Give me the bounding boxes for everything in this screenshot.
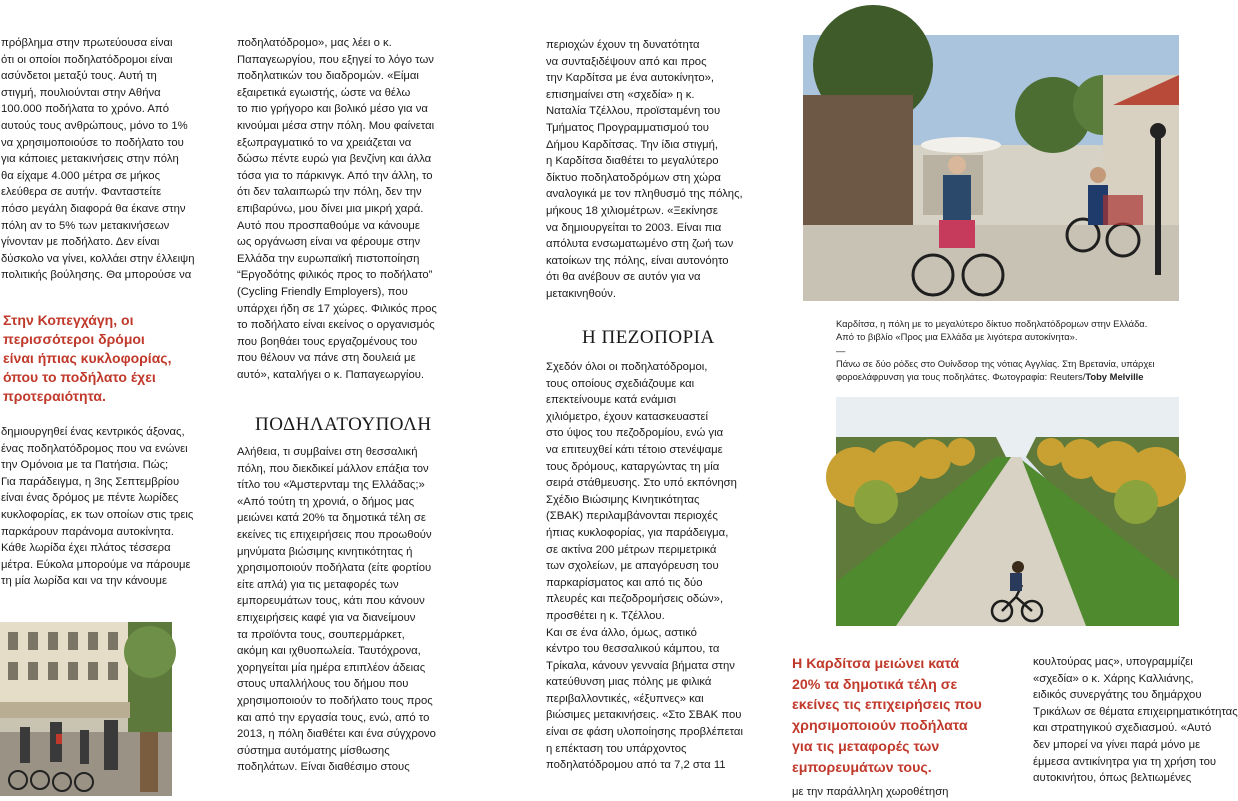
text-line: εμπορευμάτων τους.: [792, 759, 932, 776]
text-line: Για παράδειγμα, η 3ης Σεπτεμβρίου: [1, 475, 180, 488]
text-line: η Καρδίτσα διαθέτει το μεγαλύτερο: [546, 155, 719, 168]
text-line: τόσα για το πάρκινγκ. Από την άλλη, το: [237, 169, 433, 182]
column-3-top: [546, 37, 776, 303]
text-line: Τρίκαλα, κάνουν γενναία βήματα στην: [546, 659, 735, 672]
karditsa-street-photo: [803, 35, 1179, 301]
text-line: την Καρδίτσα με ένα αυτοκίνητο»,: [546, 72, 715, 85]
text-line: χιλιόμετρο, έχουν κατασκευαστεί: [546, 410, 709, 423]
text-line: ποδηλατόδρομο», μας λέει ο κ.: [237, 37, 392, 49]
text-line: να συνταξιδέψουν από και προς: [546, 55, 707, 68]
text-line: τους δρόμους, καταργώντας τη μία: [546, 460, 720, 473]
windsor-avenue-photo: [836, 397, 1179, 626]
photo-credit: Toby Melville: [1085, 371, 1144, 383]
text-line: (ΣΒΑΚ) περιλαμβάνονται περιοχές: [546, 510, 718, 523]
text-line: εμπορευμάτων τους, κάτι που κάνουν: [237, 595, 425, 608]
text-line: επεκτείνουμε κατά ενάμισι: [546, 394, 677, 407]
text-line: το ποδήλατο είναι εκείνος ο οργανισμός: [237, 319, 435, 332]
text-line: στο ύψος του πεζοδρομίου, ενώ για: [546, 427, 724, 440]
text-line: προτεραιότητα.: [3, 388, 106, 404]
pull-quote-karditsa: [792, 654, 982, 778]
text-line: για κάποιες μετακινήσεις στην πόλη: [1, 153, 179, 166]
photo-caption-karditsa: [836, 317, 1147, 357]
text-line: χρησιμοποιούν ποδήλατα (είτε φορτίου: [237, 562, 432, 575]
karditsa-street-illustration: [803, 35, 1179, 301]
text-line: ακόμη και ιχθυοπωλεία. Ταυτόχρονα,: [237, 645, 421, 658]
text-line: κέντρο του θεσσαλικού κάμπου, τα: [546, 643, 720, 656]
text-line: στους υπαλλήλους του δήμου που: [237, 678, 409, 691]
text-line: των σχολείων, με απαγόρευση του: [546, 560, 719, 573]
text-line: μέτρα. Εύκολα μπορούμε να πάρουμε: [1, 558, 191, 571]
text-line: ήπιας κυκλοφορίας, για παράδειγμα,: [546, 526, 729, 539]
text-line: σε ακτίνα 200 μέτρων περιμετρικά: [546, 543, 717, 556]
text-line: ως οργάνωση είναι να φέρουμε στην: [237, 236, 421, 249]
text-line: «σχεδία» ο κ. Χάρης Καλλιάνης,: [1033, 672, 1194, 685]
text-line: επιχειρήσεις καφέ για να διανείμουν: [237, 611, 416, 624]
text-line: (Cycling Friendly Employers), που: [237, 285, 408, 298]
caption-line-2: [836, 370, 1155, 383]
text-line: Παπαγεωργίου, που εξηγεί το λόγο των: [237, 53, 434, 66]
text-line: Δήμου Καρδίτσας. Την ίδια στιγμή,: [546, 138, 719, 151]
text-line: εκείνες τις επιχειρήσεις που: [792, 697, 982, 714]
text-line: 2013, η πόλη διαθέτει και ένα σύγχρονο: [237, 728, 436, 741]
text-line: επισημαίνει στη «σχεδία» η κ.: [546, 88, 695, 101]
text-line: Κάθε λωρίδα έχει πλάτος τέσσερα: [1, 542, 171, 555]
text-line: έμμεσα αντικίνητρα για τη χρήση του: [1033, 755, 1217, 768]
text-line: ασύνδετοι μεταξύ τους. Αυτή τη: [1, 70, 157, 83]
text-line: κυκλοφορίας, εκ των οποίων στις τρεις: [1, 508, 194, 521]
pull-quote-copenhagen: [3, 311, 171, 406]
text-line: που θέλουν να πάνε στη δουλειά με: [237, 352, 416, 365]
text-line: Ναταλία Τζέλλου, προϊσταμένη του: [546, 105, 721, 118]
text-line: Αλήθεια, τι συμβαίνει στη θεσσαλική: [237, 446, 418, 458]
text-line: ότι οι οποίοι ποδηλατόδρομοι είναι: [1, 53, 173, 66]
text-line: μετακινηθούν.: [546, 287, 616, 300]
text-line: αυτούς τους ανθρώπους, μόνο το 1%: [1, 119, 188, 132]
text-line: προσθέτει η κ. Τζέλλου.: [546, 609, 665, 622]
text-line: χρησιμοποιούν ποδήλατα: [792, 718, 968, 735]
text-line: αυτό», καταλήγει ο κ. Παπαγεωργίου.: [237, 368, 425, 381]
text-line: είναι ένας δρόμος με πέντε λωρίδες: [1, 492, 179, 505]
text-line: σειρά στάθμευσης. Στο υπό εκπόνηση: [546, 477, 737, 490]
column-1-top: [1, 35, 229, 284]
text-line: ποδηλάτων. Είναι διαθέσιμο στους: [237, 761, 410, 774]
text-line: δίκτυο ποδηλατοδρόμων στη χώρα: [546, 171, 721, 184]
column-2-bottom: [237, 444, 467, 776]
column-4-partial-line: [792, 784, 948, 801]
text-line: πόσο μεγάλη διαφορά θα έκανε στην: [1, 202, 186, 215]
text-line: τη μία λωρίδα και να την κάνουμε: [1, 575, 168, 588]
section-heading-walking: Η ΠΕΖΟΠΟΡΙΑ: [582, 327, 715, 348]
text-line: όπου το ποδήλατο έχει: [3, 369, 156, 385]
text-line: ότι θα ανέβουν σε αυτόν για να: [546, 271, 701, 284]
text-line: Στην Κοπεγχάγη, οι: [3, 312, 134, 328]
column-1-bottom: [1, 424, 229, 590]
text-line: Σχεδόν όλοι οι ποδηλατόδρομοι,: [546, 361, 708, 373]
text-line: πόλη αν το 5% των μετακινήσεων: [1, 219, 170, 232]
text-line: τους οποίους σχεδιάζουμε και: [546, 377, 695, 390]
text-line: δεν μπορεί να γίνει παρά μόνο με: [1033, 738, 1201, 751]
text-line: ένας ποδηλατόδρομος που να ενώνει: [1, 442, 188, 455]
text-line: κατοίκων της πόλης, είναι αυτονόητο: [546, 254, 729, 267]
text-line: ποδηλατόδρομου από τα 7,2 στα 11: [546, 759, 726, 772]
text-line: στιγμή, πουλιούνται στην Αθήνα: [1, 86, 161, 99]
text-line: χρησιμοποιούν το ποδήλατο τους προς: [237, 694, 433, 707]
text-line: μηνύματα βιώσιμης κινητικότητας ή: [237, 545, 413, 558]
text-line: για τις μεταφορές των: [792, 738, 940, 755]
text-line: δύσκολο να γίνει, κολλάει στην έλλειψη: [1, 252, 195, 265]
text-line: “Εργοδότης φιλικός προς το ποδήλατο”: [237, 269, 433, 282]
text-line: Καρδίτσα, η πόλη με το μεγαλύτερο δίκτυο ποδηλατόδρομων στην Ελλάδα.: [836, 318, 1148, 329]
text-line: γίνονταν με ποδήλατο. Δεν είναι: [1, 236, 160, 249]
text-line: την Ομόνοια με τα Πατήσια. Πώς;: [1, 459, 169, 472]
text-line: ποδηλατικών του διαδρομών. «Είμαι: [237, 70, 419, 83]
text-line: να επιτευχθεί κάτι τέτοιο στενέψαμε: [546, 443, 723, 456]
text-line: Ελλάδα την ευρωπαϊκή πιστοποίηση: [237, 252, 420, 265]
text-line: σύστημα αυτόματης μίσθωσης: [237, 744, 390, 757]
text-line: περιβαλλοντικές, «έξυπνες» και: [546, 692, 704, 705]
text-line: ότι δεν ταλαιπωρώ την πόλη, δεν την: [237, 186, 422, 199]
text-line: μήκους 18 χιλιομέτρων. «Ξεκίνησε: [546, 204, 718, 217]
text-line: θα είχαμε 4.000 μέτρα σε μήκος: [1, 169, 161, 182]
text-line: πολιτικής βούλησης. Θα μπορούσε να: [1, 269, 192, 282]
text-line: πρόβλημα στην πρωτεύουσα είναι: [1, 37, 173, 49]
text-line: χορηγείται μία ημέρα επιπλέον άδειας: [237, 661, 426, 674]
text-line: αυτοκινήτου, όπως βελτιωμένες: [1033, 772, 1192, 785]
text-line: Και σε ένα άλλο, όμως, αστικό: [546, 626, 697, 639]
text-line: είναι σε φάση υλοποίησης προβλέπεται: [546, 726, 743, 739]
text-line: εκείνες τις επιχειρήσεις που προωθούν: [237, 528, 432, 541]
text-line: τίτλο του «Άμστερνταμ της Ελλάδας;»: [237, 479, 425, 492]
text-line: μειώνει κατά 20% τα δημοτικά τέλη σε: [237, 512, 426, 525]
text-line: κουλτούρας μας», υπογραμμίζει: [1033, 656, 1193, 668]
text-line: Σχέδιο Βιώσιμης Κινητικότητας: [546, 493, 700, 506]
text-line: Αυτό που προσπαθούμε να κάνουμε: [237, 219, 420, 232]
text-line: 20% τα δημοτικά τέλη σε: [792, 676, 958, 693]
text-line: παρκάρουν παράνομα αυτοκίνητα.: [1, 525, 174, 538]
text-line: τα προϊόντα τους, σουπερμάρκετ,: [237, 628, 405, 641]
city-square-photo: [0, 622, 172, 796]
text-line: να χρησιμοποιούσε το ποδήλατο του: [1, 136, 184, 149]
section-heading-bikecity: ΠΟΔΗΛΑΤΟΥΠΟΛΗ: [255, 414, 432, 435]
caption-line-1: Πάνω σε δύο ρόδες στο Ουίνδσορ της νότιας Αγγλίας. Στη Βρετανία, υπάρχει: [836, 358, 1155, 369]
text-line: ελεύθερα σε αυτήν. Φανταστείτε: [1, 186, 162, 199]
photo-caption-windsor: [836, 357, 1155, 384]
column-3-bottom: [546, 359, 776, 774]
text-line: κατεύθυνση μιας πόλης με φιλικά: [546, 676, 712, 689]
city-square-illustration: [0, 622, 172, 796]
text-line: κινούμαι μέσα στην πόλη. Μου φαίνεται: [237, 119, 435, 132]
text-line: με την παράλληλη χωροθέτηση: [792, 786, 949, 798]
text-line: είτε απλά) για τις μεταφορές των: [237, 578, 399, 591]
text-line: παρκαρίσματος και από τις δύο: [546, 576, 703, 589]
text-line: πλευρές και πεζοδρομήσεις οδών»,: [546, 593, 724, 606]
text-line: «Από τούτη τη χρονιά, ο δήμος μας: [237, 495, 415, 508]
text-line: υπάρχει ήδη σε 17 χώρες. Φιλικός προς: [237, 302, 437, 315]
text-line: πόλη, που διεκδικεί μάλλον επάξια τον: [237, 462, 429, 475]
text-line: αναλογικά με τον πληθυσμό της πόλης,: [546, 188, 743, 201]
text-line: Από το βιβλίο «Προς μια Ελλάδα με λιγότερα αυτοκίνητα».: [836, 331, 1078, 343]
text-line: που βοηθάει τους εργαζομένους του: [237, 335, 418, 348]
text-line: Η Καρδίτσα μειώνει κατά: [792, 656, 960, 672]
text-line: περισσότεροι δρόμοι: [3, 331, 145, 347]
text-line: Τμήματος Προγραμματισμού του: [546, 121, 709, 134]
text-line: να δημιουργείται το 2003. Είναι πια: [546, 221, 722, 234]
text-line: βιώσιμες μετακινήσεις. «Στο ΣΒΑΚ που: [546, 709, 742, 722]
text-line: απόλυτα ενσωματωμένο στη ζωή των: [546, 238, 734, 251]
text-line: η επέκταση του υπάρχοντος: [546, 742, 687, 755]
caption-text: φοροελάφρυνση για τους ποδηλάτες. Φωτογραφία: Reuters/: [836, 371, 1086, 383]
text-line: δώσω πέντε ευρώ για βενζίνη και άλλα: [237, 153, 432, 166]
text-line: —: [836, 344, 846, 356]
text-line: δημιουργηθεί ένας κεντρικός άξονας,: [1, 426, 185, 438]
text-line: επιβαρύνω, μου δίνει μια μικρή χαρά.: [237, 202, 424, 215]
windsor-avenue-illustration: [836, 397, 1179, 626]
text-line: 100.000 ποδήλατα το χρόνο. Από: [1, 103, 170, 116]
text-line: εξωπραγματικό το να χρειάζεται να: [237, 136, 412, 149]
text-line: Τρικάλων σε θέματα επιχειρηματικότητας: [1033, 705, 1238, 718]
text-line: εξαιρετικά εγωιστής, ώστε να θέλω: [237, 86, 411, 99]
text-line: ειδικός συνεργάτης του δημάρχου: [1033, 689, 1202, 702]
text-line: και από την εργασία τους, ενώ, από το: [237, 711, 430, 724]
text-line: είναι ήπιας κυκλοφορίας,: [3, 350, 172, 366]
column-2-top: [237, 35, 467, 383]
column-5-bottom: [1033, 654, 1238, 787]
text-line: και στρατηγικού σχεδιασμού. «Αυτό: [1033, 722, 1212, 735]
text-line: περιοχών έχουν τη δυνατότητα: [546, 39, 700, 51]
text-line: το πιο γρήγορο και βολικό μέσο για να: [237, 103, 428, 116]
